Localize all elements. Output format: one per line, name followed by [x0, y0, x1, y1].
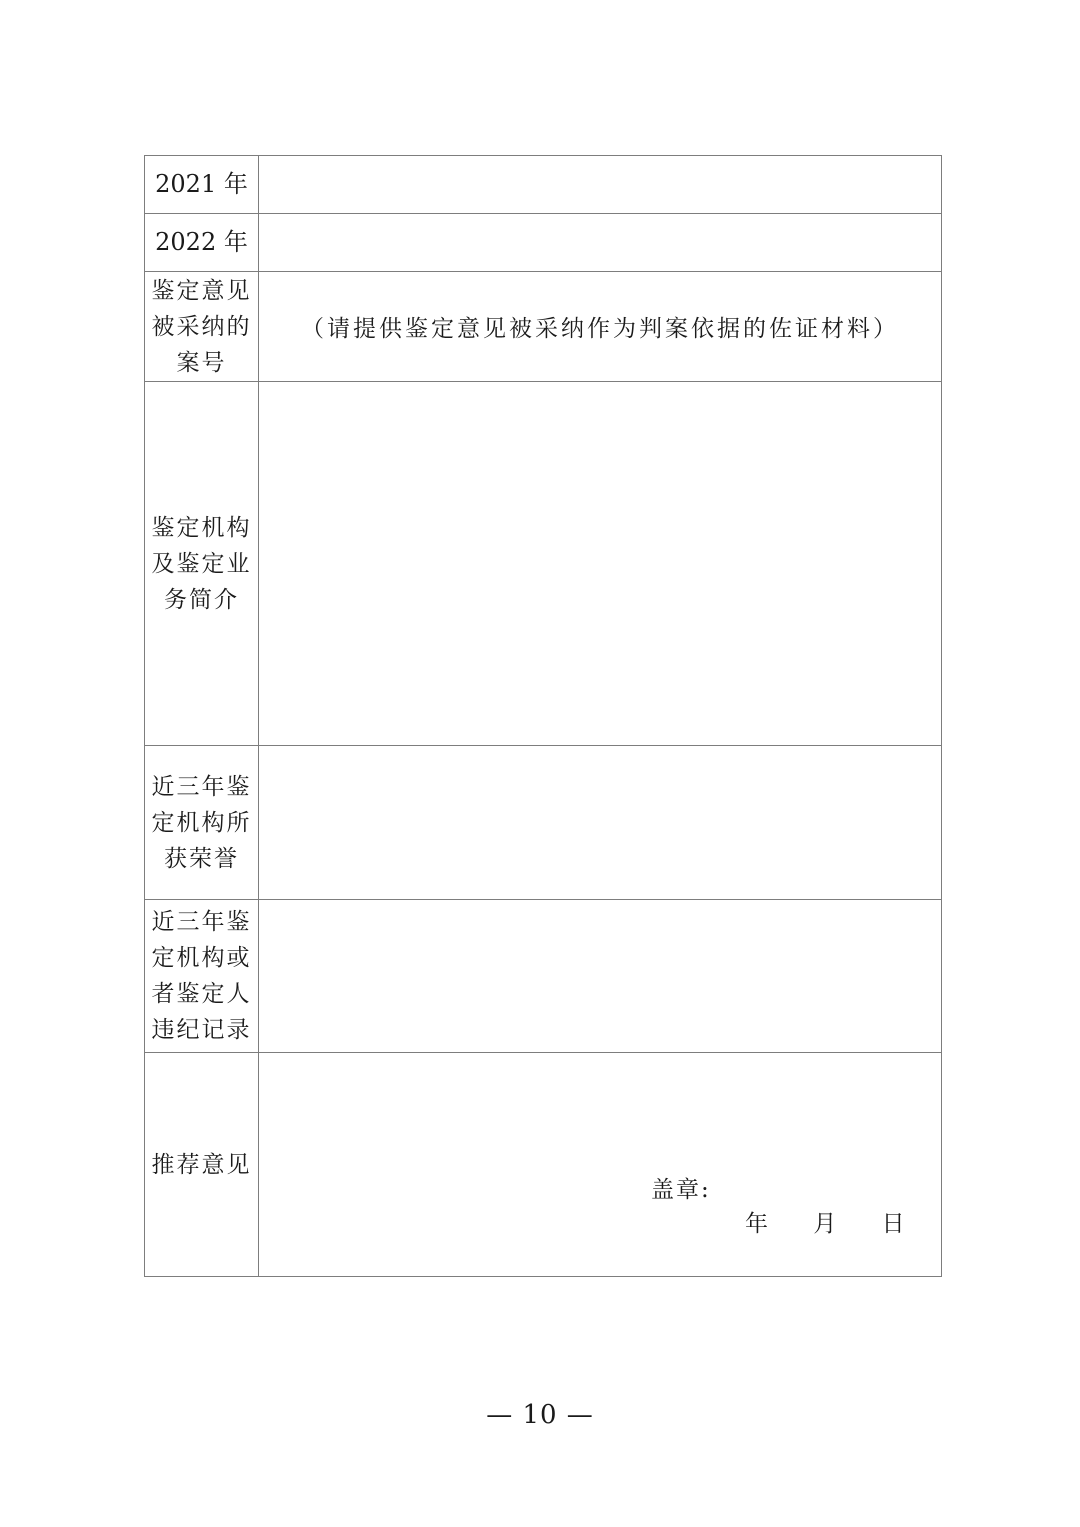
row-label: 2022 年 [155, 228, 248, 256]
row-label: 近三年鉴定机构所获荣誉 [151, 773, 252, 872]
row-label: 2021 年 [155, 170, 248, 198]
row-label: 鉴定机构及鉴定业务简介 [151, 514, 252, 613]
row-content-2021[interactable] [259, 156, 942, 214]
row-content-case-number[interactable] [259, 272, 942, 382]
row-label-cell [145, 1053, 259, 1277]
seal-label: 盖章: [651, 1177, 711, 1203]
row-label-cell [145, 272, 259, 382]
date-line [745, 1205, 905, 1238]
row-label-cell [145, 900, 259, 1053]
evidence-hint-text: （请提供鉴定意见被采纳作为判案依据的佐证材料） [301, 316, 899, 342]
row-label-cell [145, 382, 259, 746]
form-row-institution-intro [145, 382, 942, 746]
row-content-2022[interactable] [259, 214, 942, 272]
recommendation-form-table [144, 155, 942, 1277]
row-label-cell [145, 746, 259, 900]
row-content-recommendation[interactable] [259, 1053, 942, 1277]
row-label-cell [145, 156, 259, 214]
row-content-institution-intro[interactable] [259, 382, 942, 746]
row-content-honors[interactable] [259, 746, 942, 900]
form-row-2022 [145, 214, 942, 272]
date-month-label: 月 [813, 1211, 837, 1237]
date-year-label: 年 [745, 1211, 768, 1237]
row-label: 近三年鉴定机构或者鉴定人违纪记录 [151, 909, 252, 1043]
page-number: — 10 — [486, 1400, 594, 1430]
date-day-label: 日 [881, 1211, 905, 1237]
form-row-violation-record [145, 900, 942, 1053]
form-row-2021 [145, 156, 942, 214]
form-row-honors [145, 746, 942, 900]
row-label: 鉴定意见被采纳的案号 [151, 277, 252, 376]
row-label-cell [145, 214, 259, 272]
row-content-violation-record[interactable] [259, 900, 942, 1053]
row-label: 推荐意见 [151, 1151, 252, 1178]
form-row-case-number [145, 272, 942, 382]
form-row-recommendation [145, 1053, 942, 1277]
